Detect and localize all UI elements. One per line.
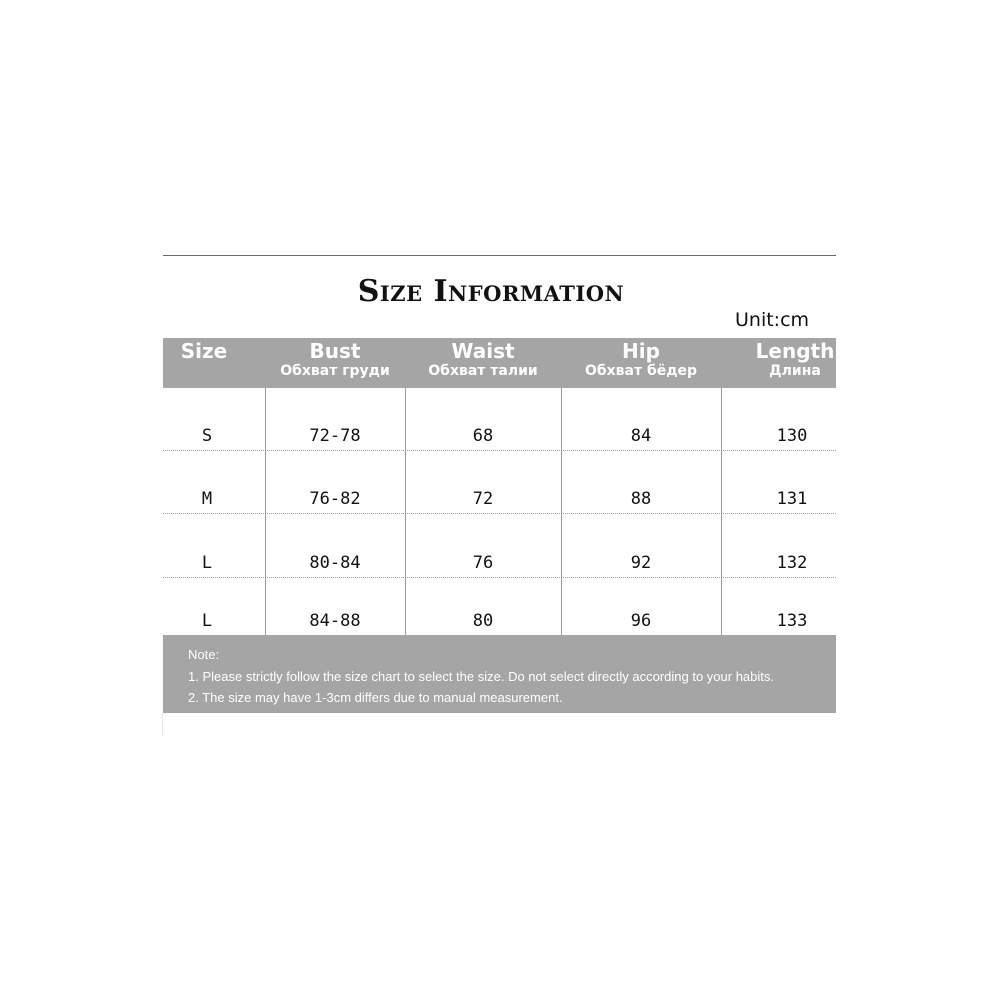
chart-title: Size Information [357,274,625,309]
cell-bust: 84-88 [309,611,361,631]
note-heading: Note: [188,647,220,662]
table-row [163,451,836,514]
table-header [163,338,836,388]
cell-length: 131 [776,489,808,509]
header-bust-en: Bust [309,339,361,363]
cell-waist: 72 [472,489,494,509]
table-row [163,388,836,451]
header-size-en: Size [180,339,228,363]
header-waist [405,338,561,388]
header-waist-ru: Обхват талии [428,363,538,379]
size-table-body [163,388,836,635]
cell-bust: 76-82 [309,489,361,509]
cell-length: 130 [776,426,808,446]
cell-hip: 88 [630,489,652,509]
header-waist-en: Waist [451,339,515,363]
header-length [721,338,869,388]
unit-label: Unit:cm [735,309,810,331]
header-bust-ru: Обхват груди [280,363,390,379]
cell-bust: 72-78 [309,426,361,446]
cell-hip: 92 [630,553,652,573]
cell-size: M [201,489,213,509]
table-row [163,515,836,578]
header-hip-en: Hip [622,339,660,363]
cell-length: 132 [776,553,808,573]
header-size [163,338,245,388]
cell-waist: 76 [472,553,494,573]
cell-length: 133 [776,611,808,631]
header-hip [561,338,721,388]
header-bust [265,338,405,388]
cell-waist: 68 [472,426,494,446]
cell-bust: 80-84 [309,553,361,573]
note-item: 1. Please strictly follow the size chart to select the size. Do not select directly according to your habits. [188,669,774,684]
cell-hip: 96 [630,611,652,631]
table-row [163,573,836,635]
cell-size: L [201,553,213,573]
cell-size: S [201,426,213,446]
header-length-en: Length [755,339,835,363]
cell-hip: 84 [630,426,652,446]
cell-waist: 80 [472,611,494,631]
header-hip-ru: Обхват бёдер [584,363,698,379]
top-divider [163,255,836,256]
notes-panel [163,635,836,713]
header-length-ru: Длина [769,363,821,379]
edge-line [162,713,163,735]
note-item: 2. The size may have 1-3cm differs due to manual measurement. [188,690,563,705]
cell-size: L [201,611,213,631]
